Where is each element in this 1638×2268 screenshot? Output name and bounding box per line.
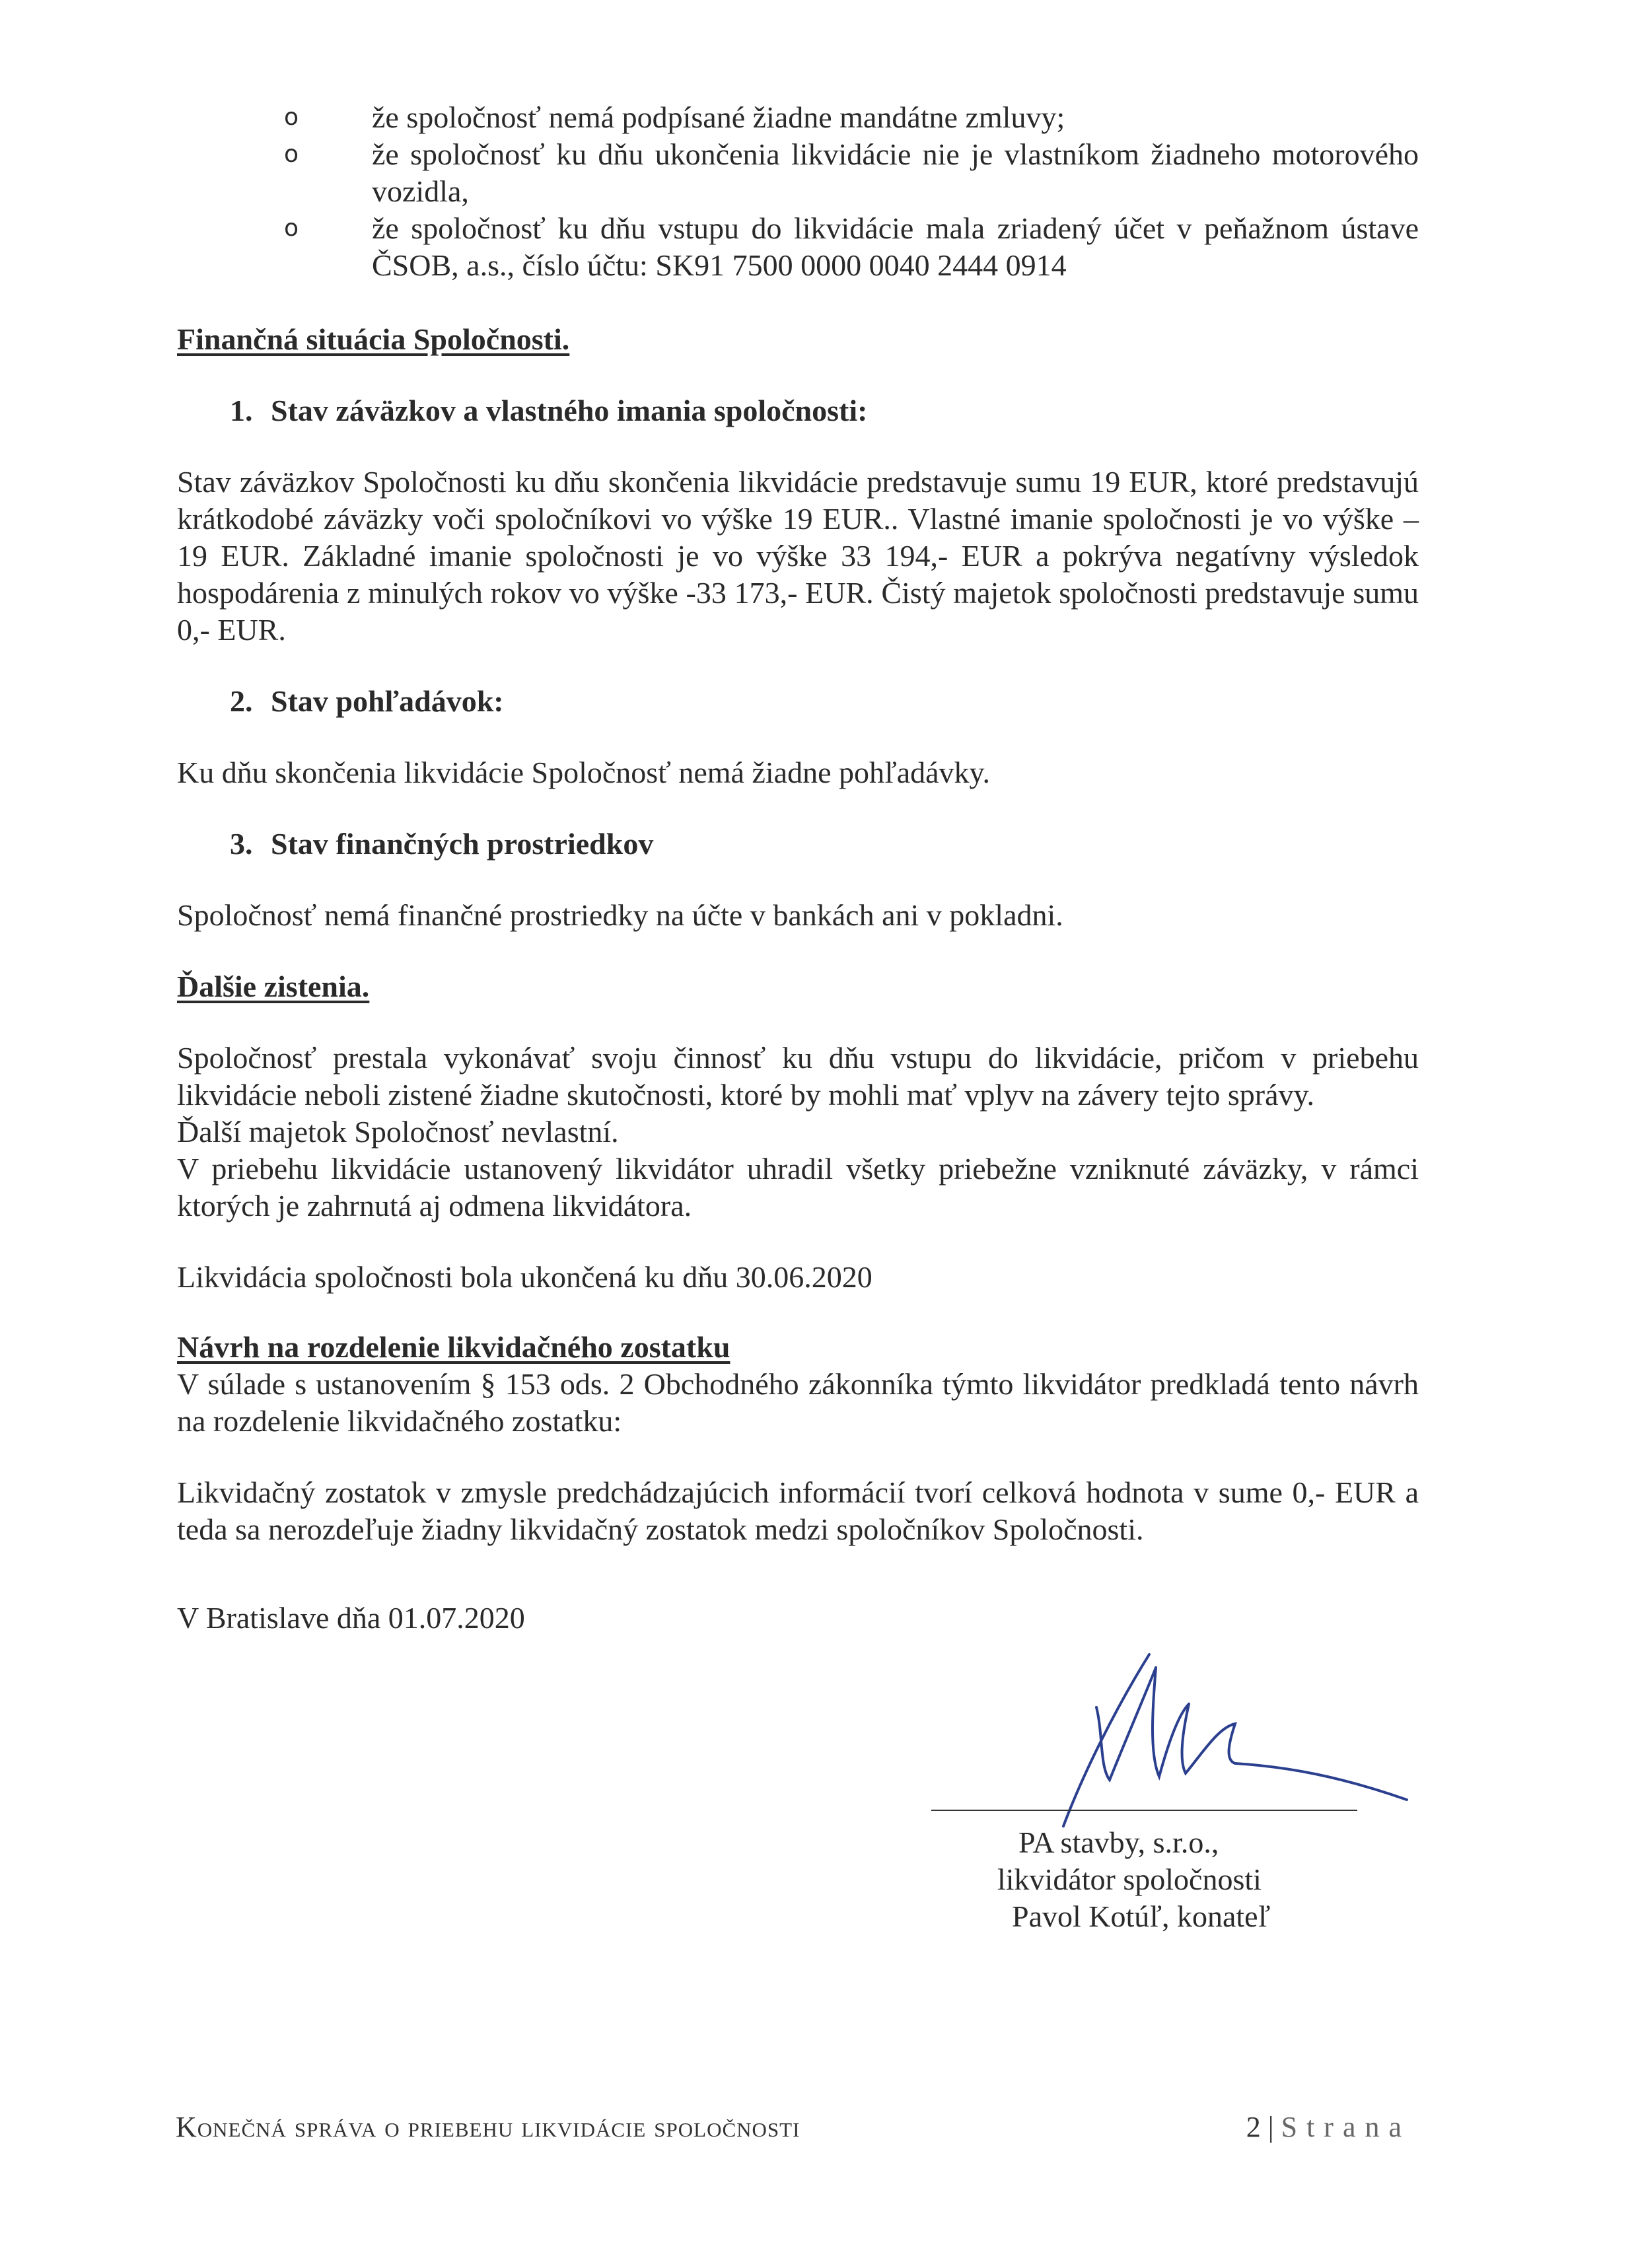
section-heading-receivables: 2. Stav pohľadávok: (230, 684, 504, 718)
liabilities-paragraph: Stav záväzkov Spoločnosti ku dňu skončenia likvidácie predstavuje sumu 19 EUR, ktoré predstavujú krátkodobé záväzky voči spoločníkovi vo výške 19 EUR.. Vlastné imanie spoločnosti je vo výške – 19 EUR. Základné imanie spoločnosti je vo výške 33 194,- EUR a pokrýva negatívny výsledok hospodárenia z minulých rokov vo výške -33 173,- EUR. Čistý majetok spoločnosti predstavuje sumu 0,- EUR. (177, 465, 1419, 647)
proposal-intro: V súlade s ustanovením § 153 ods. 2 Obchodného zákonníka týmto likvidátor predkladá tento návrh na rozdelenie likvidačného zostatku: (177, 1367, 1419, 1438)
circle-bullet-icon: o (284, 104, 299, 131)
page-number: 2 | Strana (1246, 2111, 1411, 2143)
proposal-paragraph: Likvidačný zostatok v zmysle predchádzajúcich informácií tvorí celková hodnota v sume 0,- EUR a teda sa nerozdeľuje žiadny likvidačný zostatok medzi spoločníkov Spoločnosti. (177, 1475, 1419, 1546)
bullet-list (177, 99, 1419, 284)
list-item: o že spoločnosť nemá podpísané žiadne mandátne zmluvy; (372, 99, 1419, 136)
signatory-name: Pavol Kotúľ, konateľ (1012, 1899, 1271, 1933)
further-findings-paragraph: Spoločnosť prestala vykonávať svoju činnosť ku dňu vstupu do likvidácie, pričom v priebehu likvidácie neboli zistené žiadne skutočnosti, ktoré by mohli mať vplyv na závery tejto správy. Ďalší majetok Spoločnosť nevlastní. V priebehu likvidácie ustanovený likvidátor uhradil všetky priebežne vzniknuté záväzky, v rámci ktorých je zahrnutá aj odmena likvidátora. (177, 1041, 1419, 1223)
section-heading-funds: 3. Stav finančných prostriedkov (230, 827, 654, 861)
further-findings-heading: Ďalšie zistenia. (177, 970, 370, 1003)
signature-image (1037, 1628, 1433, 1839)
liquidation-end-paragraph: Likvidácia spoločnosti bola ukončená ku dňu 30.06.2020 (177, 1260, 872, 1294)
signature-line (931, 1810, 1357, 1811)
signatory-role: likvidátor spoločnosti (997, 1862, 1262, 1896)
page-footer (176, 2110, 1411, 2156)
funds-paragraph: Spoločnosť nemá finančné prostriedky na účte v bankách ani v pokladni. (177, 898, 1063, 932)
signatory-company: PA stavby, s.r.o., (1018, 1825, 1219, 1859)
section-heading-liabilities: 1. Stav záväzkov a vlastného imania spoločnosti: (230, 394, 868, 427)
footer-title: Konečná správa o priebehu likvidácie spoločnosti (176, 2111, 801, 2143)
financial-heading: Finančná situácia Spoločnosti. (177, 322, 570, 356)
document-body (177, 99, 1419, 1637)
place-date: V Bratislave dňa 01.07.2020 (177, 1601, 525, 1635)
receivables-paragraph: Ku dňu skončenia likvidácie Spoločnosť nemá žiadne pohľadávky. (177, 756, 991, 789)
signatory-text (997, 1824, 1367, 1935)
circle-bullet-icon: o (284, 141, 299, 168)
list-item: o že spoločnosť ku dňu ukončenia likvidácie nie je vlastníkom žiadneho motorového vozidla, (284, 137, 1419, 208)
proposal-heading: Návrh na rozdelenie likvidačného zostatku (177, 1330, 730, 1364)
list-item: o že spoločnosť ku dňu vstupu do likvidácie mala zriadený účet v peňažnom ústave ČSOB, a.s., číslo účtu: SK91 7500 0000 0040 2444 0914 (284, 211, 1419, 282)
circle-bullet-icon: o (284, 215, 299, 242)
